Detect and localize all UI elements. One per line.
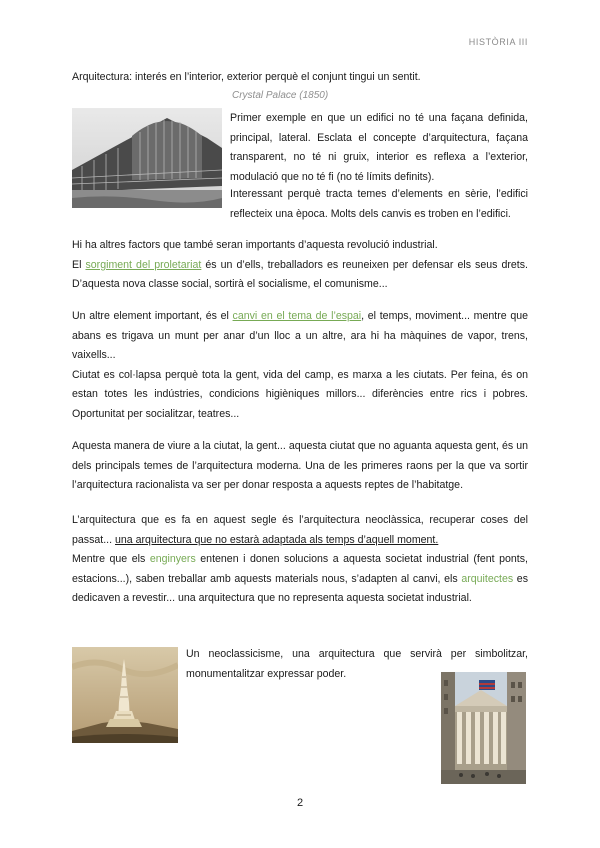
crystal-palace-caption: Crystal Palace (1850) bbox=[232, 90, 329, 101]
espai-link[interactable]: canvi en el tema de l’espai bbox=[232, 310, 362, 322]
factors-paragraph: Hi ha altres factors que també seran importants d’aquesta revolució industrial. El sorgiment del proletariat és un d’ells, treballadors es reuneixen per defensar els seus drets. D’aquesta nova classe social, sortirà el socialisme, el comunisme... bbox=[72, 239, 528, 290]
neoclassicisme-paragraph: Un neoclassicisme, una arquitectura que servirà per simbolitzar, monumentalitzar expressar poder. bbox=[186, 648, 528, 680]
espai-paragraph: Un altre element important, és el canvi en el tema de l’espai, el temps, moviment... mentre que abans es trigava un munt per anar d’un lloc a un altre, ara hi ha màquines de vapor, trens, vaixells... Ciutat es col·lapsa perquè tota la gent, vida del camp, es marxa a les ciutats. Per feina, és on estan totes les indústries, condicions higièniques millors... diferències entre rics i pobres. Oportunitat per socialitzar, teatres... bbox=[72, 310, 528, 420]
proletariat-link[interactable]: sorgiment del proletariat bbox=[85, 258, 202, 271]
intro-line: Arquitectura: interés en l’interior, exterior perquè el conjunt tingui un sentit. bbox=[72, 71, 421, 83]
crystal-palace-photo bbox=[72, 108, 222, 208]
crystal-palace-text-2: Interessant perquè tracta temes d’elements en sèrie, l’edifici reflecteix una època. Molts dels canvis es troben en l’edifici. bbox=[230, 188, 528, 220]
manera-paragraph: Aquesta manera de viure a la ciutat, la gent... aquesta ciutat que no aguanta aquesta gent, és un dels principals temes de l’arquitectura moderna. Una de les primeres raons per la que va sortir l’arquitectura racionalista va ser per donar resposta a aquests reptes de l’habitatge. bbox=[72, 440, 528, 491]
crystal-palace-text: Primer exemple en que un edifici no té una façana definida, principal, lateral. Esclata el concepte d’arquitectura, façana transparent, no té ni gruix, interior es reflexa a l’exterior, modulació que no té fi (no té límits definits). bbox=[230, 112, 528, 183]
monument-engraving-image bbox=[72, 647, 178, 743]
page-number: 2 bbox=[296, 797, 304, 809]
stock-exchange-photo bbox=[441, 672, 526, 784]
running-header: HISTÒRIA III bbox=[468, 37, 528, 47]
neoclassica-paragraph: L’arquitectura que es fa en aquest segle és l’arquitectura neoclàssica, recuperar coses del passat... una arquitectura que no estarà adaptada als temps d’aquell moment. Mentre que els enginyers entenen i donen solucions a aquesta societat industrial (fent ponts, estacions...), saben treballar amb aquests materials nous, s’adapten al canvi, els arquitectes es dedicaven a revestir... una arquitectura que no representa aquesta societat industrial. bbox=[72, 514, 528, 604]
